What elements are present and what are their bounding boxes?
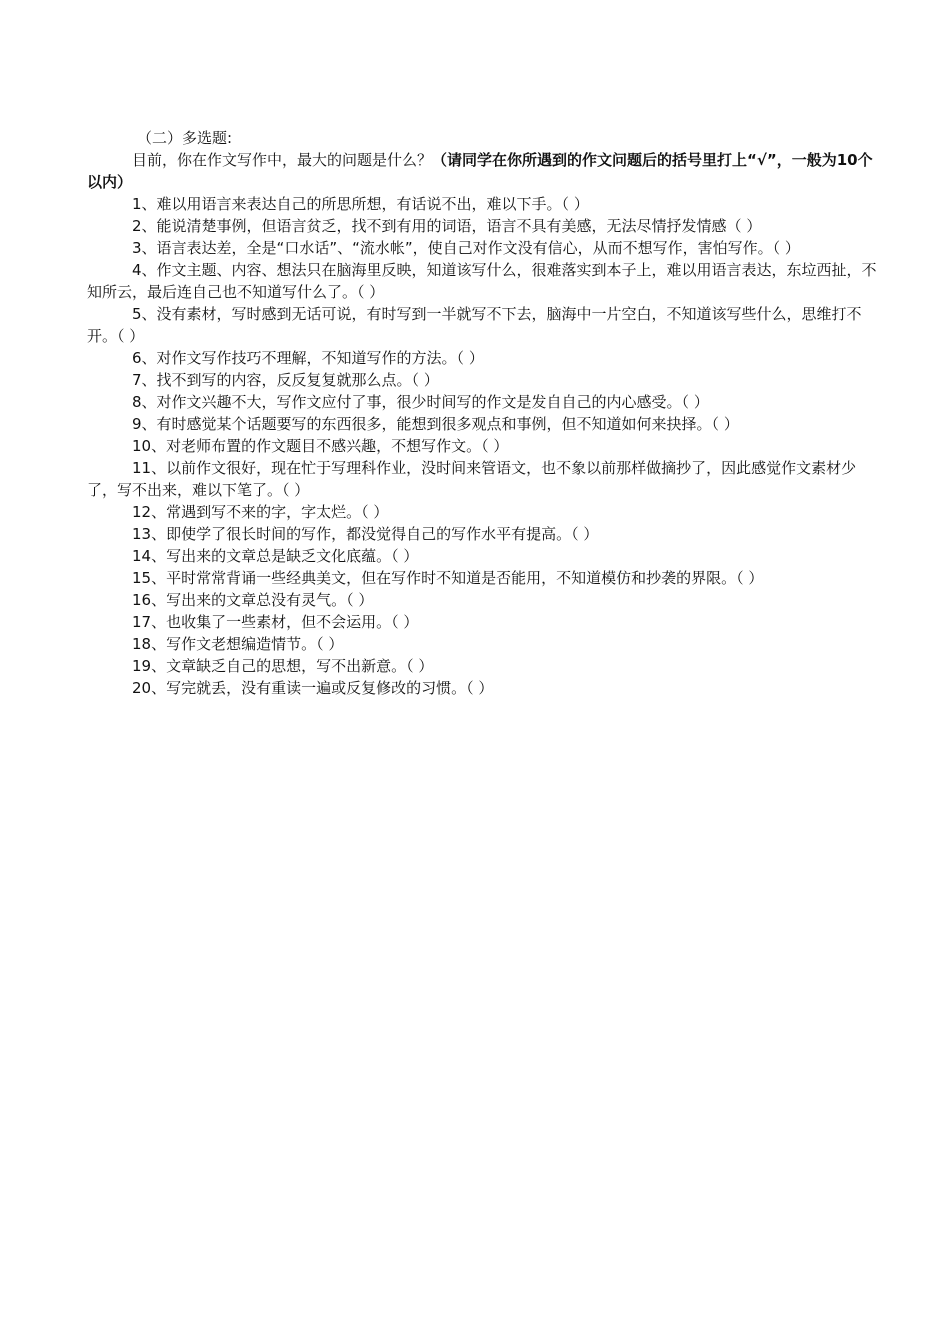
question-item-13: 13、即使学了很长时间的写作，都没觉得自己的写作水平有提高。（ ） xyxy=(132,525,599,543)
question-item-15: 15、平时常常背诵一些经典美文，但在写作时不知道是否能用，不知道模仿和抄袭的界限。（ ） xyxy=(132,569,764,587)
question-item-11: 11、以前作文很好，现在忙于写理科作业，没时间来管语文，也不象以前那样做摘抄了，因此感觉作文素材少了，写不出来，难以下笔了。（ ） xyxy=(87,459,857,499)
question-item-2: 2、能说清楚事例，但语言贫乏，找不到有用的词语，语言不具有美感，无法尽情抒发情感（ ） xyxy=(132,217,762,235)
question-item-1: 1、难以用语言来表达自己的所思所想，有话说不出，难以下手。（ ） xyxy=(132,195,589,213)
question-item-7: 7、找不到写的内容，反反复复就那么点。（ ） xyxy=(132,371,439,389)
question-item-18: 18、写作文老想编造情节。（ ） xyxy=(132,635,344,653)
intro-instruction: （请同学在你所遇到的作文问题后的括号里打上“√”，一般为10个以内） xyxy=(87,151,873,191)
document-page xyxy=(87,127,879,699)
question-item-16: 16、写出来的文章总没有灵气。（ ） xyxy=(132,591,374,609)
question-item-19: 19、文章缺乏自己的思想，写不出新意。（ ） xyxy=(132,657,434,675)
intro-paragraph xyxy=(87,149,879,193)
question-item-5: 5、没有素材，写时感到无话可说，有时写到一半就写不下去，脑海中一片空白，不知道该写些什么，思维打不开。（ ） xyxy=(87,305,862,345)
question-item-9: 9、有时感觉某个话题要写的东西很多，能想到很多观点和事例，但不知道如何来抉择。（ ） xyxy=(132,415,739,433)
section-title: （二）多选题: xyxy=(137,129,233,147)
question-item-20: 20、写完就丢，没有重读一遍或反复修改的习惯。（ ） xyxy=(132,679,494,697)
question-item-14: 14、写出来的文章总是缺乏文化底蕴。（ ） xyxy=(132,547,419,565)
question-item-12: 12、常遇到写不来的字，字太烂。（ ） xyxy=(132,503,389,521)
question-item-6: 6、对作文写作技巧不理解，不知道写作的方法。（ ） xyxy=(132,349,484,367)
question-item-17: 17、也收集了一些素材，但不会运用。（ ） xyxy=(132,613,419,631)
question-item-4: 4、作文主题、内容、想法只在脑海里反映，知道该写什么，很难落实到本子上，难以用语言表达，东垃西扯，不知所云，最后连自己也不知道写什么了。（ ） xyxy=(87,261,877,301)
intro-question: 目前，你在作文写作中，最大的问题是什么？ xyxy=(132,151,433,169)
question-item-8: 8、对作文兴趣不大，写作文应付了事，很少时间写的作文是发自自己的内心感受。（ ） xyxy=(132,393,709,411)
question-item-10: 10、对老师布置的作文题目不感兴趣，不想写作文。（ ） xyxy=(132,437,509,455)
question-item-3: 3、语言表达差，全是“口水话”、“流水帐”，使自己对作文没有信心，从而不想写作，害怕写作。（ ） xyxy=(132,239,800,257)
